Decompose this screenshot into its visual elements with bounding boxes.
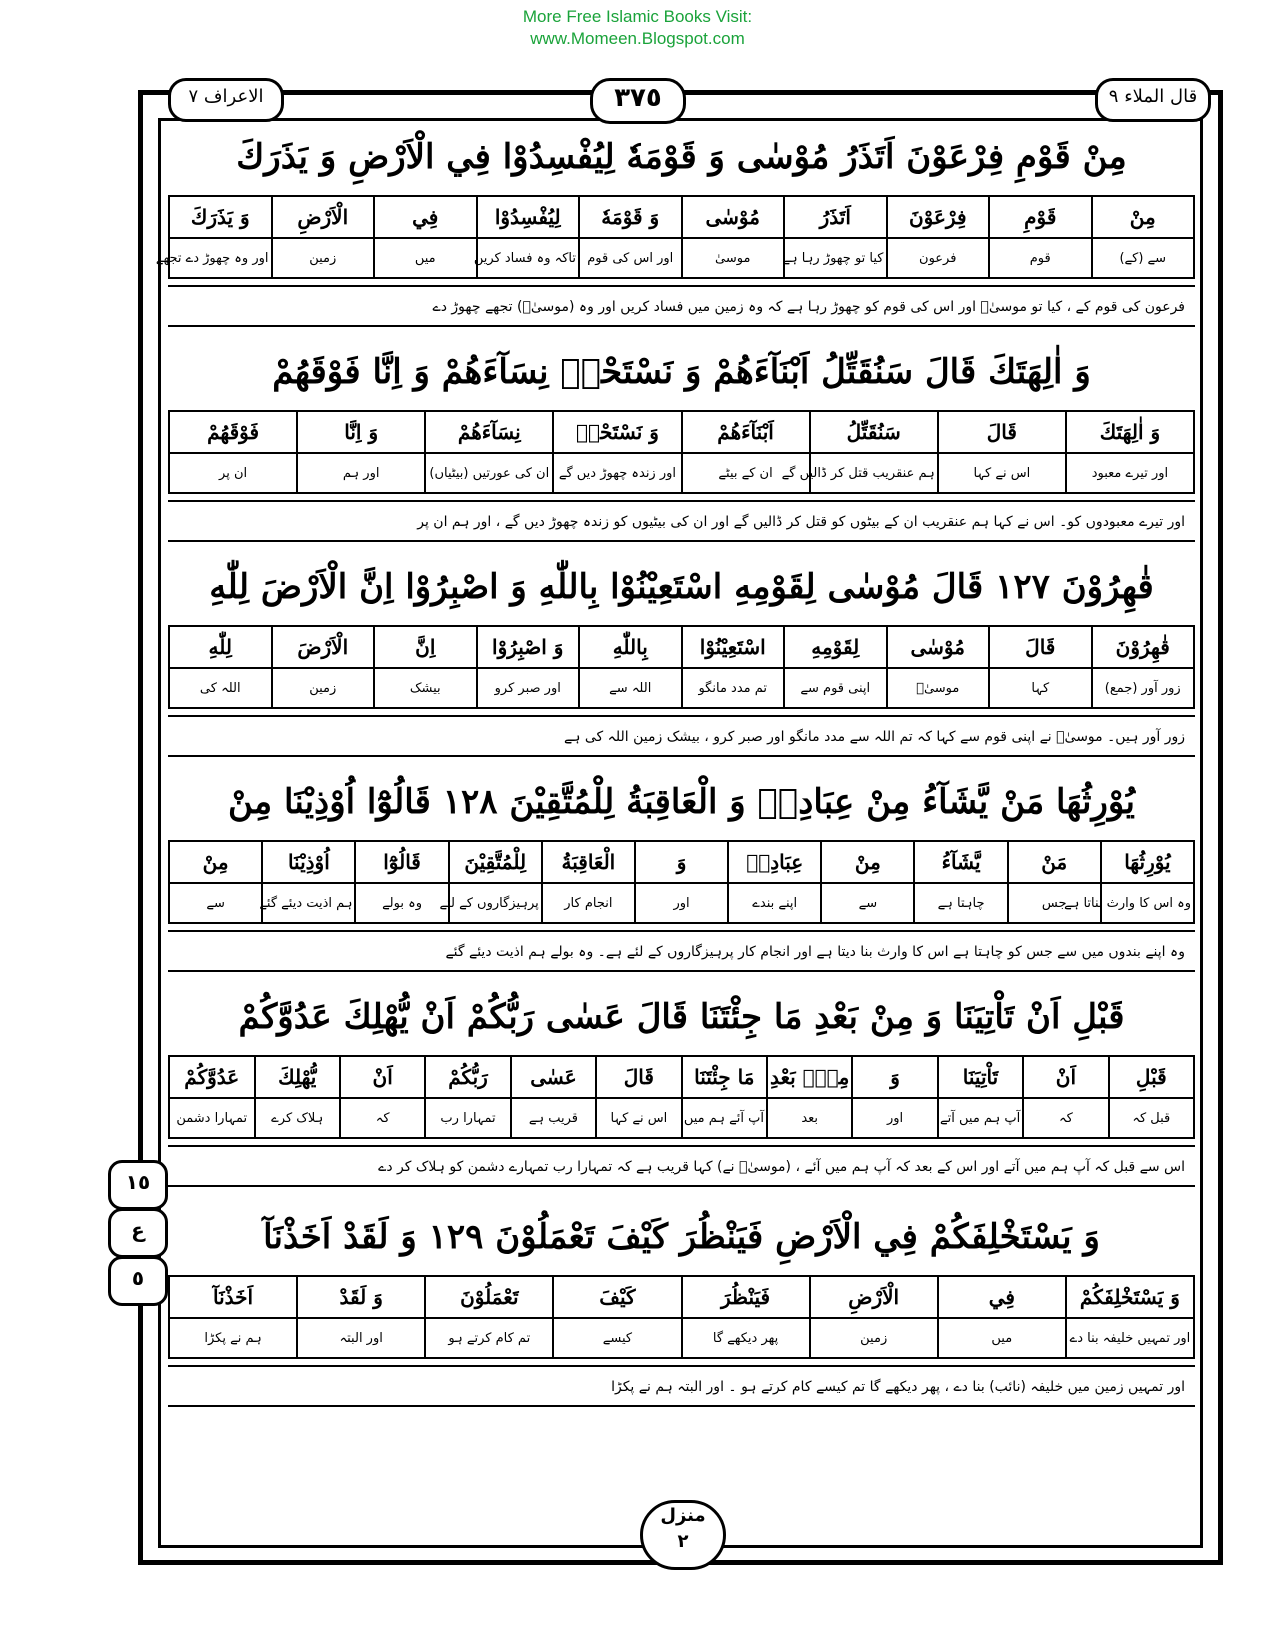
urdu-meaning: اور اس کی قوم (579, 238, 682, 278)
urdu-meaning: ہم عنقریب قتل کر ڈالیں گے (810, 453, 938, 493)
urdu-meaning: کہا (989, 668, 1092, 708)
word-grid (168, 840, 1195, 924)
manzil-badge (640, 1500, 726, 1570)
arabic-word: وَ اٰلِهَتَكَ (1066, 411, 1194, 453)
verse-block (168, 555, 1195, 765)
arabic-word: قَالَ (989, 626, 1092, 668)
arabic-word: الْاَرْضَ (272, 626, 375, 668)
word-grid (168, 1275, 1195, 1359)
arabic-word: اُوْذِيْنَا (262, 841, 355, 883)
arabic-word: قَوْمِ (989, 196, 1092, 238)
arabic-word: اسْتَعِيْنُوْا (682, 626, 785, 668)
translation-line: وہ اپنے بندوں میں سے جس کو چاہتا ہے اس کا وارث بنا دیتا ہے اور انجام کار پرہیزگاروں کے لئے ہے۔ وہ بولے ہم اذیت دیئے گئے (168, 930, 1195, 972)
arabic-word: وَ (852, 1056, 937, 1098)
arabic-words-row (169, 841, 1194, 883)
translation-line: زور آور ہیں۔ موسیٰؑ نے اپنی قوم سے کہا کہ تم اللہ سے مدد مانگو اور صبر کرو ، بیشک زمین اللہ کی ہے (168, 715, 1195, 757)
urdu-meaning: موسیٰ (682, 238, 785, 278)
urdu-meaning: تمہارا رب (425, 1098, 510, 1138)
urdu-meaning: آپ آئے ہم میں (682, 1098, 767, 1138)
word-grid (155, 195, 1195, 279)
urdu-meaning: اس نے کہا (596, 1098, 681, 1138)
urdu-meaning: وہ اس کا وارث بناتا ہے (1101, 883, 1194, 923)
arabic-word: اَنْ (1023, 1056, 1108, 1098)
arabic-word: نِسَآءَهُمْ (425, 411, 553, 453)
arabic-word: قَالُوْٓا (355, 841, 448, 883)
arabic-word: سَنُقَتِّلُ (810, 411, 938, 453)
word-grid (168, 625, 1195, 709)
urdu-meaning: اور صبر کرو (477, 668, 580, 708)
ayah-line: وَ يَسْتَخْلِفَكُمْ فِي الْاَرْضِ فَيَنْظُرَ كَيْفَ تَعْمَلُوْنَ ١٢٩ وَ لَقَدْ اَخَذْنَآ (263, 1217, 1100, 1257)
arabic-word: وَ اِنَّا (297, 411, 425, 453)
arabic-words-row (169, 196, 1194, 238)
arabic-word: مِنْ (169, 841, 262, 883)
urdu-meaning: ہم نے پکڑا (169, 1318, 297, 1358)
urdu-meaning: موسیٰؑ (887, 668, 990, 708)
urdu-meaning: سے (821, 883, 914, 923)
arabic-words-row (169, 411, 1194, 453)
arabic-word: الْاَرْضِ (272, 196, 375, 238)
ayah-line: مِنْ قَوْمِ فِرْعَوْنَ اَتَذَرُ مُوْسٰى وَ قَوْمَهٗ لِيُفْسِدُوْا فِي الْاَرْضِ وَ يَذَرَكَ (236, 137, 1127, 177)
verse-block (155, 125, 1195, 335)
manzil-label: منزل (660, 1505, 706, 1526)
surah-name-tag: الاعراف ٧ (168, 78, 284, 122)
urdu-meaning: اپنے بندے (728, 883, 821, 923)
arabic-word: وَ نَسْتَحْيٖ (553, 411, 681, 453)
arabic-word: يُّهْلِكَ (255, 1056, 340, 1098)
ruku-count-bottom: ٥ (108, 1256, 168, 1306)
urdu-meaning: فرعون (887, 238, 990, 278)
urdu-meaning: اور تیرے معبود (1066, 453, 1194, 493)
urdu-meaning: ان کے بیٹے (682, 453, 810, 493)
arabic-word: مِنْ (1092, 196, 1195, 238)
urdu-meaning: اللہ کی (169, 668, 272, 708)
urdu-meaning: تم مدد مانگو (682, 668, 785, 708)
arabic-word: فَوْقَهُمْ (169, 411, 297, 453)
arabic-word: مِنْۢ بَعْدِ (767, 1056, 852, 1098)
word-grid (168, 410, 1195, 494)
urdu-meaning: میں (374, 238, 477, 278)
ayah-line: قٰهِرُوْنَ ١٢٧ قَالَ مُوْسٰى لِقَوْمِهِ اسْتَعِيْنُوْا بِاللّٰهِ وَ اصْبِرُوْا اِنَّ الْاَرْضَ لِلّٰهِ (209, 567, 1154, 607)
urdu-meaning: تمہارا دشمن (169, 1098, 255, 1138)
urdu-meaning: آپ ہم میں آتے (938, 1098, 1023, 1138)
arabic-word: عَسٰى (511, 1056, 596, 1098)
arabic-word: قَالَ (938, 411, 1066, 453)
arabic-word: بِاللّٰهِ (579, 626, 682, 668)
arabic-word: عَدُوَّكُمْ (169, 1056, 255, 1098)
verse-block (168, 770, 1195, 980)
arabic-word: اَبْنَآءَهُمْ (682, 411, 810, 453)
urdu-meaning: اور وہ چھوڑ دے تجھے (169, 238, 272, 278)
arabic-words-row (169, 626, 1194, 668)
urdu-meaning: زمین (810, 1318, 938, 1358)
arabic-word: يَّشَآءُ (914, 841, 1007, 883)
urdu-meaning: جس (1008, 883, 1101, 923)
ruku-sign: ع (108, 1208, 168, 1258)
urdu-meaning: اور البتہ (297, 1318, 425, 1358)
arabic-words-row (169, 1276, 1194, 1318)
arabic-word: مُوْسٰى (682, 196, 785, 238)
arabic-word: لِيُفْسِدُوْا (477, 196, 580, 238)
urdu-meaning: قبل کہ (1109, 1098, 1194, 1138)
verse-block (168, 1205, 1195, 1415)
page-number: ٣٧٥ (590, 78, 686, 124)
urdu-meaning: کیسے (553, 1318, 681, 1358)
arabic-word: فِي (374, 196, 477, 238)
verse-block (168, 985, 1195, 1195)
arabic-word: فِرْعَوْنَ (887, 196, 990, 238)
urdu-meaning: سے (169, 883, 262, 923)
arabic-word: اِنَّ (374, 626, 477, 668)
arabic-word: الْعَاقِبَةُ (542, 841, 635, 883)
urdu-meaning: کہ (1023, 1098, 1108, 1138)
urdu-meaning: سے (کے) (1092, 238, 1195, 278)
urdu-meaning: بعد (767, 1098, 852, 1138)
arabic-word: تَاْتِيَنَا (938, 1056, 1023, 1098)
urdu-meaning: اور ہم (297, 453, 425, 493)
urdu-meaning: قریب ہے (511, 1098, 596, 1138)
urdu-meaning: کہ (340, 1098, 425, 1138)
urdu-meanings-row (169, 668, 1194, 708)
urdu-meaning: ان پر (169, 453, 297, 493)
arabic-words-row (169, 1056, 1194, 1098)
urdu-meaning: اور (852, 1098, 937, 1138)
urdu-meaning: قوم (989, 238, 1092, 278)
urdu-meaning: چاہتا ہے (914, 883, 1007, 923)
urdu-meaning: تم کام کرتے ہو (425, 1318, 553, 1358)
urdu-meanings-row (169, 883, 1194, 923)
arabic-word: كَيْفَ (553, 1276, 681, 1318)
urdu-meaning: پھر دیکھے گا (682, 1318, 810, 1358)
urdu-meanings-row (169, 238, 1194, 278)
urdu-meaning: وہ بولے (355, 883, 448, 923)
juz-name-tag: قال الملاء ٩ (1095, 78, 1211, 122)
ayah-line: قَبْلِ اَنْ تَاْتِيَنَا وَ مِنْ بَعْدِ مَا جِئْتَنَا قَالَ عَسٰى رَبُّكُمْ اَنْ يُّهْلِكَ عَدُوَّكُمْ (238, 997, 1125, 1037)
urdu-meaning: اور (635, 883, 728, 923)
urdu-meaning: تاکہ وہ فساد کریں (477, 238, 580, 278)
promo-line-1[interactable]: More Free Islamic Books Visit: (522, 7, 753, 26)
translation-line: اس سے قبل کہ آپ ہم میں آتے اور اس کے بعد کہ آپ ہم میں آئے ، (موسیٰؑ نے) کہا قریب ہے کہ تمہارا رب تمہارے دشمن کو ہلاک کر دے (168, 1145, 1195, 1187)
arabic-word: تَعْمَلُوْنَ (425, 1276, 553, 1318)
urdu-meaning: انجام کار (542, 883, 635, 923)
urdu-meaning: میں (938, 1318, 1066, 1358)
arabic-word: لِلّٰهِ (169, 626, 272, 668)
arabic-word: وَ يَسْتَخْلِفَكُمْ (1066, 1276, 1194, 1318)
arabic-word: وَ لَقَدْ (297, 1276, 425, 1318)
urdu-meanings-row (169, 1318, 1194, 1358)
arabic-word: قَالَ (596, 1056, 681, 1098)
urdu-meaning: زور آور (جمع) (1092, 668, 1195, 708)
manzil-number: ٢ (677, 1531, 689, 1552)
arabic-word: وَ اصْبِرُوْا (477, 626, 580, 668)
arabic-word: مُوْسٰى (887, 626, 990, 668)
arabic-word: رَبُّكُمْ (425, 1056, 510, 1098)
urdu-meaning: ہلاک کرے (255, 1098, 340, 1138)
arabic-word: اَخَذْنَآ (169, 1276, 297, 1318)
urdu-meaning: اللہ سے (579, 668, 682, 708)
arabic-word: اَنْ (340, 1056, 425, 1098)
arabic-word: مِنْ (821, 841, 914, 883)
urdu-meaning: اپنی قوم سے (784, 668, 887, 708)
urdu-meaning: بیشک (374, 668, 477, 708)
promo-line-2[interactable]: www.Momeen.Blogspot.com (530, 29, 745, 48)
ayah-line: وَ اٰلِهَتَكَ قَالَ سَنُقَتِّلُ اَبْنَآءَهُمْ وَ نَسْتَحْيٖ نِسَآءَهُمْ وَ اِنَّا فَوْقَهُمْ (272, 352, 1091, 392)
urdu-meaning: اس نے کہا (938, 453, 1066, 493)
urdu-meanings-row (169, 1098, 1194, 1138)
verse-block (168, 340, 1195, 550)
word-grid (168, 1055, 1195, 1139)
urdu-meanings-row (169, 453, 1194, 493)
urdu-meaning: اور تمہیں خلیفہ بنا دے (1066, 1318, 1194, 1358)
urdu-meaning: زمین (272, 238, 375, 278)
arabic-word: اَتَذَرُ (784, 196, 887, 238)
arabic-word: لِقَوْمِهِ (784, 626, 887, 668)
urdu-meaning: اور زندہ چھوڑ دیں گے (553, 453, 681, 493)
urdu-meaning: ہم اذیت دیئے گئے (262, 883, 355, 923)
arabic-word: مَا جِئْتَنَا (682, 1056, 767, 1098)
arabic-word: فَيَنْظُرَ (682, 1276, 810, 1318)
arabic-word: يُوْرِثُهَا (1101, 841, 1194, 883)
arabic-word: لِلْمُتَّقِيْنَ (449, 841, 542, 883)
arabic-word: عِبَادِهٖ (728, 841, 821, 883)
arabic-word: مَنْ (1008, 841, 1101, 883)
translation-line: اور تمہیں زمین میں خلیفہ (نائب) بنا دے ، پھر دیکھے گا تم کیسے کام کرتے ہو ۔ اور البتہ ہم نے پکڑا (168, 1365, 1195, 1407)
arabic-word: وَ يَذَرَكَ (169, 196, 272, 238)
arabic-word: فِي (938, 1276, 1066, 1318)
arabic-word: الْاَرْضِ (810, 1276, 938, 1318)
arabic-word: قَبْلِ (1109, 1056, 1194, 1098)
translation-line: اور تیرے معبودوں کو۔ اس نے کہا ہم عنقریب ان کے بیٹوں کو قتل کر ڈالیں گے اور ان کی بیٹیوں کو زندہ چھوڑ دیں گے ، اور ہم ان پر (168, 500, 1195, 542)
urdu-meaning: کیا تو چھوڑ رہا ہے (784, 238, 887, 278)
arabic-word: وَ قَوْمَهٗ (579, 196, 682, 238)
urdu-meaning: پرہیزگاروں کے لئے (449, 883, 542, 923)
urdu-meaning: ان کی عورتیں (بیٹیاں) (425, 453, 553, 493)
translation-line: فرعون کی قوم کے ، کیا تو موسیٰؑ اور اس کی قوم کو چھوڑ رہا ہے کہ وہ زمین میں فساد کریں اور وہ (موسیٰؑ) تجھے چھوڑ دے (168, 285, 1195, 327)
arabic-word: وَ (635, 841, 728, 883)
arabic-word: قٰهِرُوْنَ (1092, 626, 1195, 668)
urdu-meaning: زمین (272, 668, 375, 708)
ayah-line: يُوْرِثُهَا مَنْ يَّشَآءُ مِنْ عِبَادِهٖ وَ الْعَاقِبَةُ لِلْمُتَّقِيْنَ ١٢٨ قَالُوْٓا اُوْذِيْنَا مِنْ (228, 782, 1135, 822)
ruku-count-top: ١٥ (108, 1160, 168, 1210)
